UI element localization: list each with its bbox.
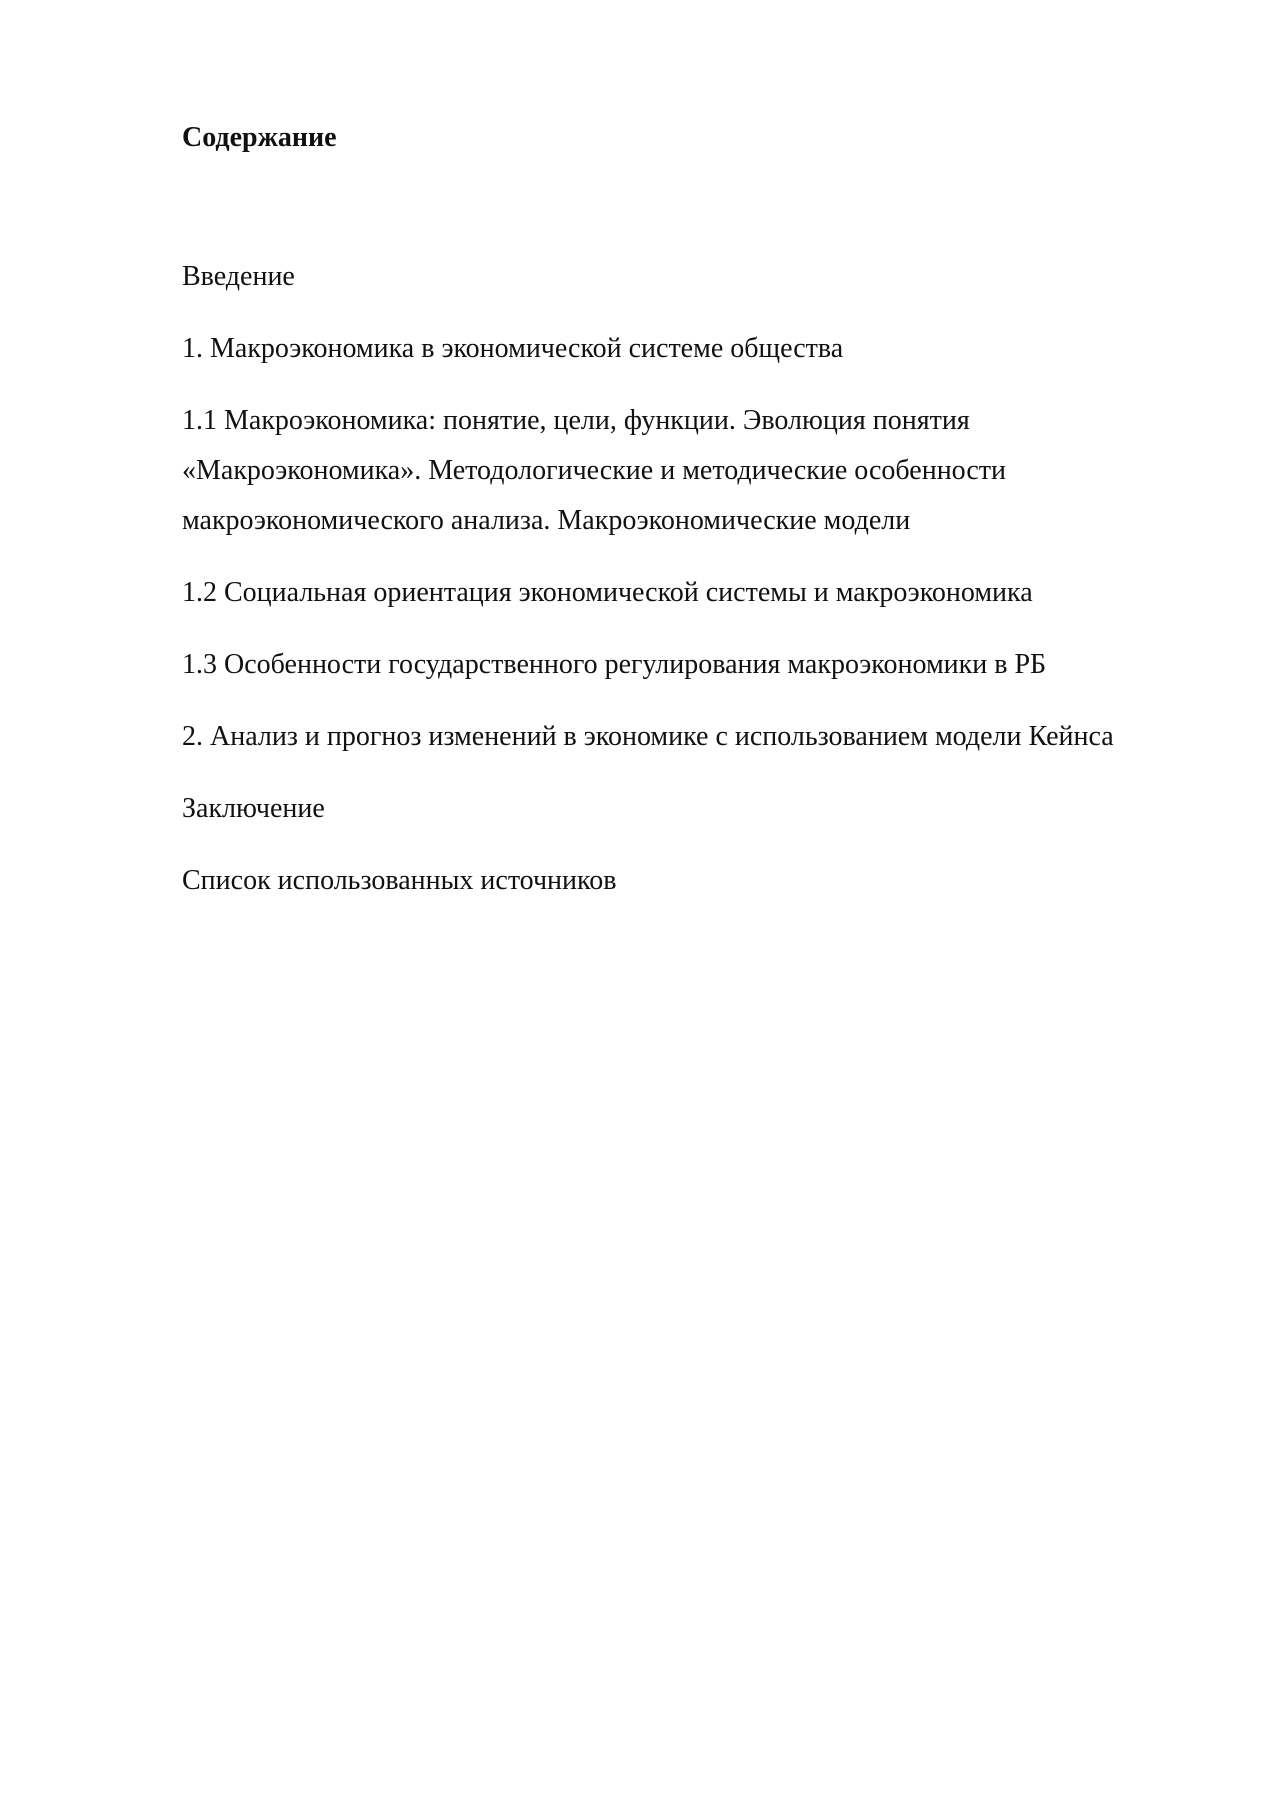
toc-item-section-1-3: 1.3 Особенности государственного регулирования макроэкономики в РБ — [182, 649, 1047, 680]
toc-item-introduction: Введение — [182, 261, 295, 292]
toc-item-chapter-1: 1. Макроэкономика в экономической системе общества — [182, 333, 844, 364]
toc-item-references: Список использованных источников — [182, 865, 617, 896]
page-title: Содержание — [182, 122, 337, 153]
toc-item-conclusion: Заключение — [182, 793, 325, 824]
toc-item-section-1-2: 1.2 Социальная ориентация экономической системы и макроэкономика — [182, 577, 1033, 608]
table-of-contents — [182, 252, 1192, 928]
toc-item-section-1-1: 1.1 Макроэкономика: понятие, цели, функции. Эволюция понятия «Макроэкономика». Методологические и методические особенности макроэкономического анализа. Макроэкономические модели — [182, 405, 1007, 536]
toc-item-chapter-2: 2. Анализ и прогноз изменений в экономике с использованием модели Кейнса — [182, 721, 1114, 752]
